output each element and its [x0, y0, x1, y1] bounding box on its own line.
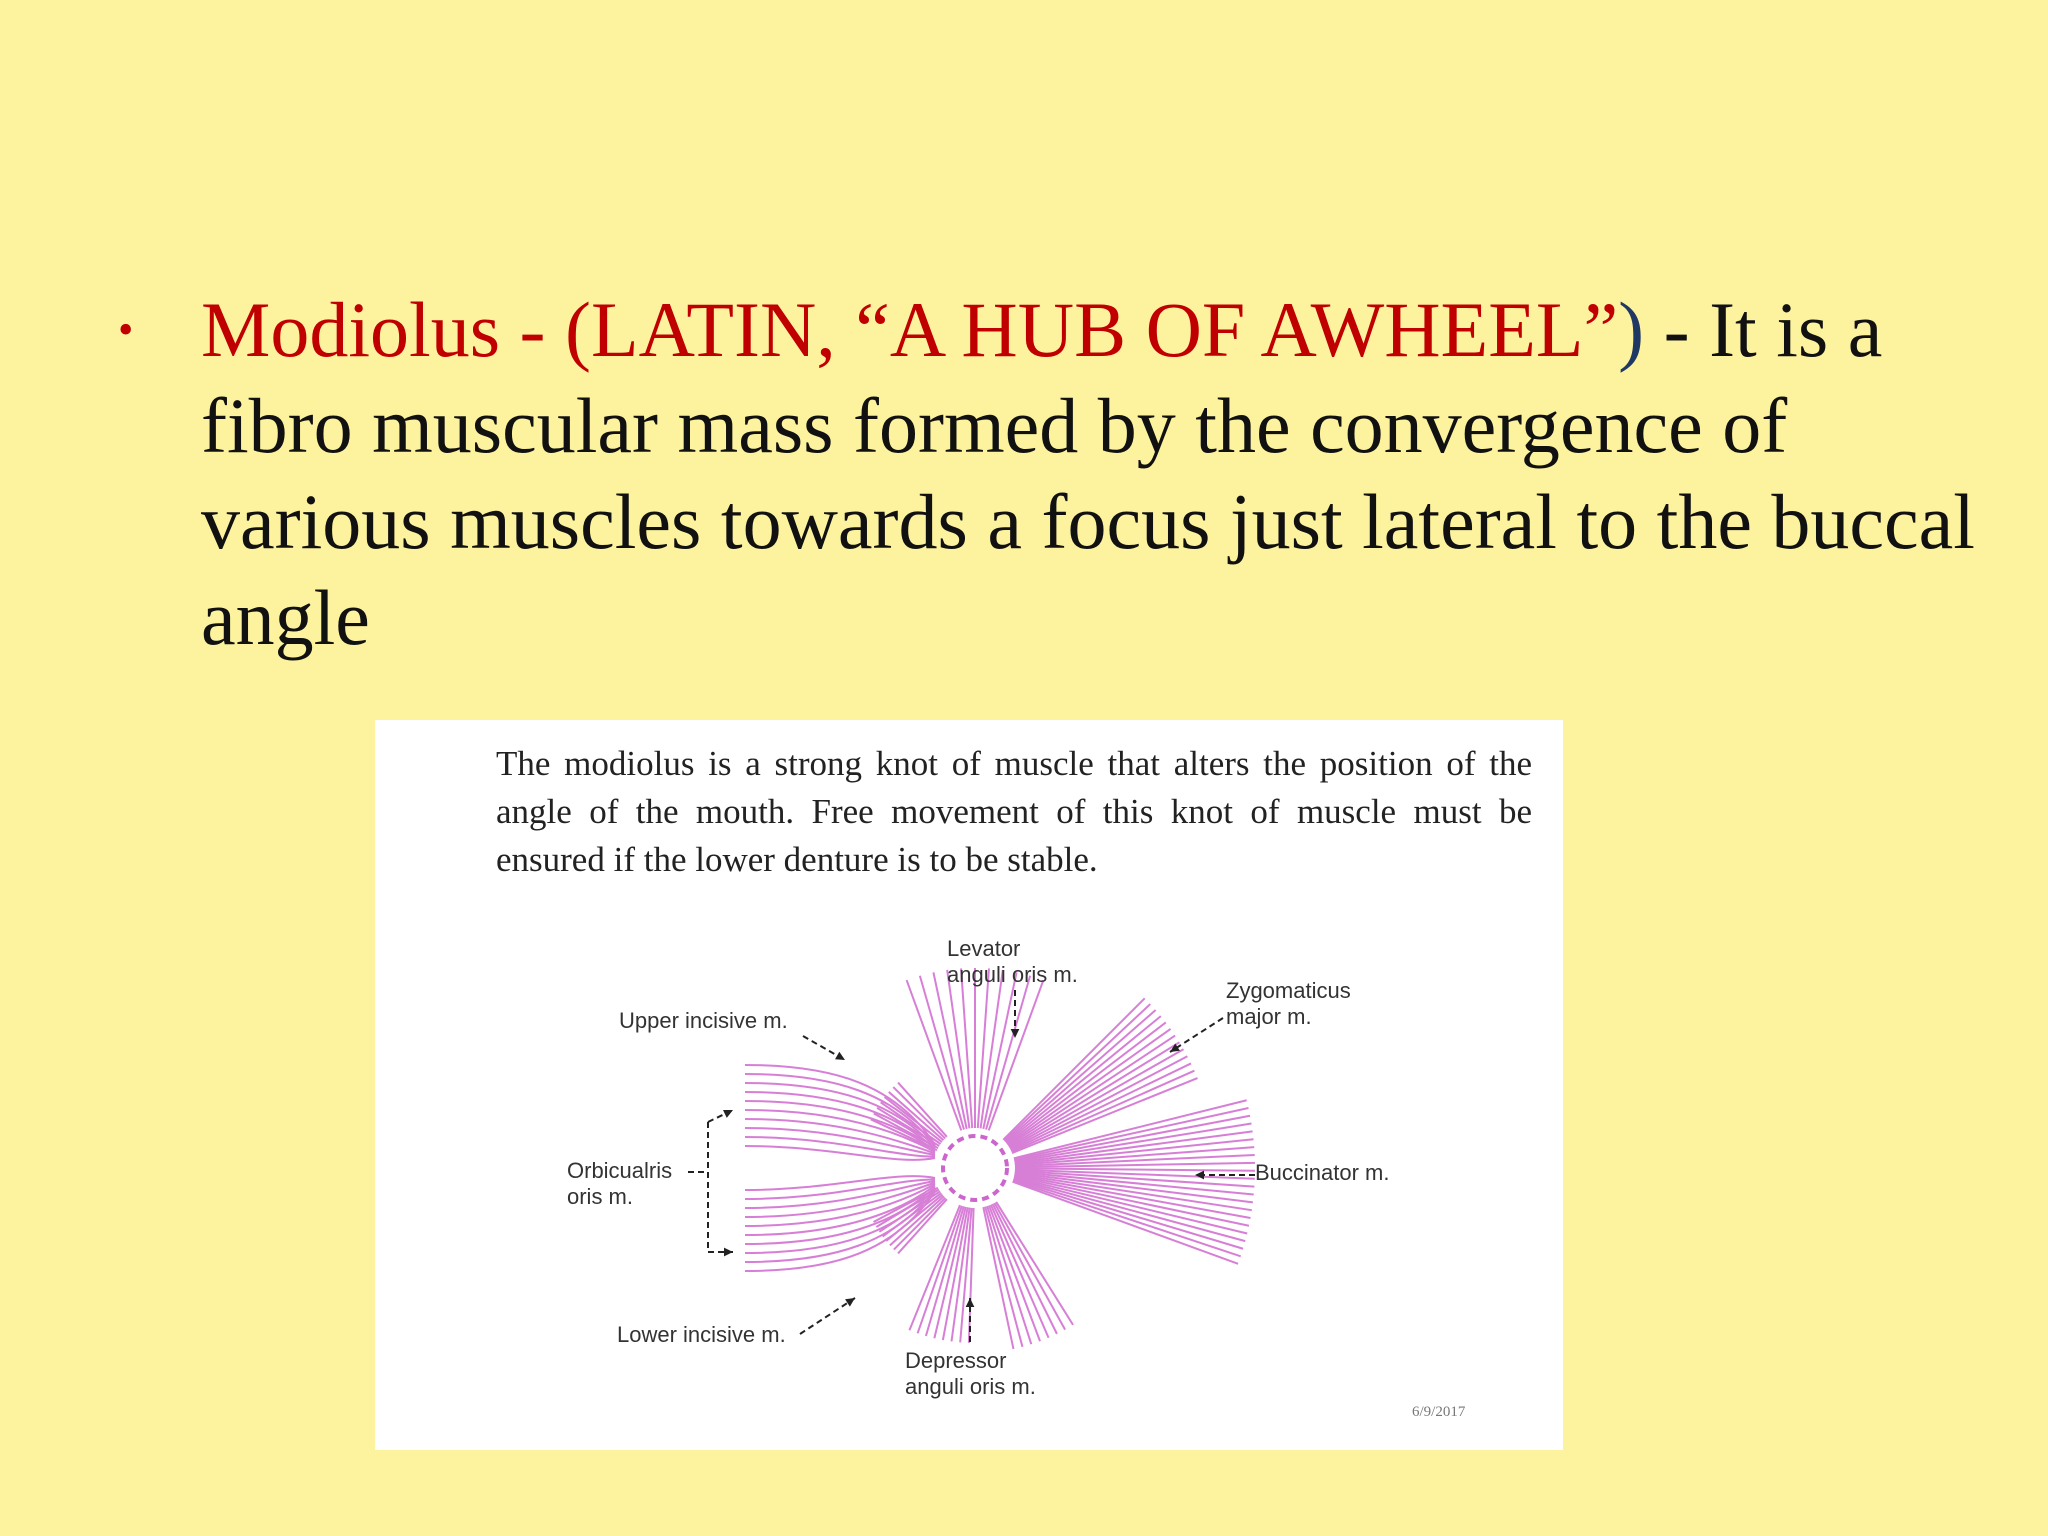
slide-date: 6/9/2017 [1412, 1404, 1466, 1420]
buccinator-fiber [1015, 1131, 1253, 1162]
depressor-arrow-head [966, 1298, 975, 1307]
buccinator-label: Buccinator m. [1255, 1160, 1390, 1185]
modiolus-hub [943, 1136, 1007, 1200]
levator-fiber [920, 976, 964, 1130]
levator-anguli-oris-label: Levator anguli oris m. [947, 936, 1078, 987]
term-close-paren: ) [1618, 286, 1645, 373]
lower-incisive-label: Lower incisive m. [617, 1322, 786, 1347]
figure-caption: The modiolus is a strong knot of muscle that alters the position of the angle of the mouth. Free movement of this knot of muscle must be ensured if the lower denture is to be stable. [496, 744, 1532, 879]
orbicularis-arrow-down-head [724, 1248, 733, 1257]
modiolus-term: Modiolus - (LATIN, “A HUB OF AWHEEL” [201, 286, 1619, 373]
modiolus-figure [375, 720, 1563, 1450]
buccinator-arrow-head [1195, 1171, 1204, 1180]
upper-incisive-arrow-head [835, 1052, 845, 1060]
lower-incisive-arrow [800, 1298, 855, 1334]
orbicularis-oris-label: Orbicualris oris m. [567, 1158, 673, 1209]
depressor-fiber [987, 1206, 1031, 1344]
orbicularis-arrow-up-head [723, 1110, 733, 1118]
zygomaticus-fiber [1008, 1029, 1171, 1145]
levator-fiber [986, 976, 1030, 1130]
zygomaticus-arrow [1170, 1018, 1223, 1052]
bullet-marker: • [118, 305, 134, 354]
bullet-text [201, 282, 2008, 666]
depressor-anguli-oris-label: Depressor anguli oris m. [905, 1348, 1036, 1399]
bullet-point [118, 282, 2008, 666]
zygomaticus-major-label: Zygomaticus major m. [1226, 978, 1351, 1029]
modiolus-diagram [375, 720, 1563, 1450]
lower-incisive-arrow-head [845, 1298, 855, 1307]
upper-incisive-label: Upper incisive m. [619, 1008, 788, 1033]
depressor-fiber [926, 1206, 964, 1336]
zygomaticus-fiber [1010, 1056, 1187, 1149]
depressor-fiber [909, 1205, 960, 1330]
modiolus-definition: - It is a fibro muscular mass formed by the convergence of various muscles towards a focus just lateral to the buccal angle [201, 286, 1975, 661]
zygomaticus-fiber [1004, 1004, 1150, 1141]
